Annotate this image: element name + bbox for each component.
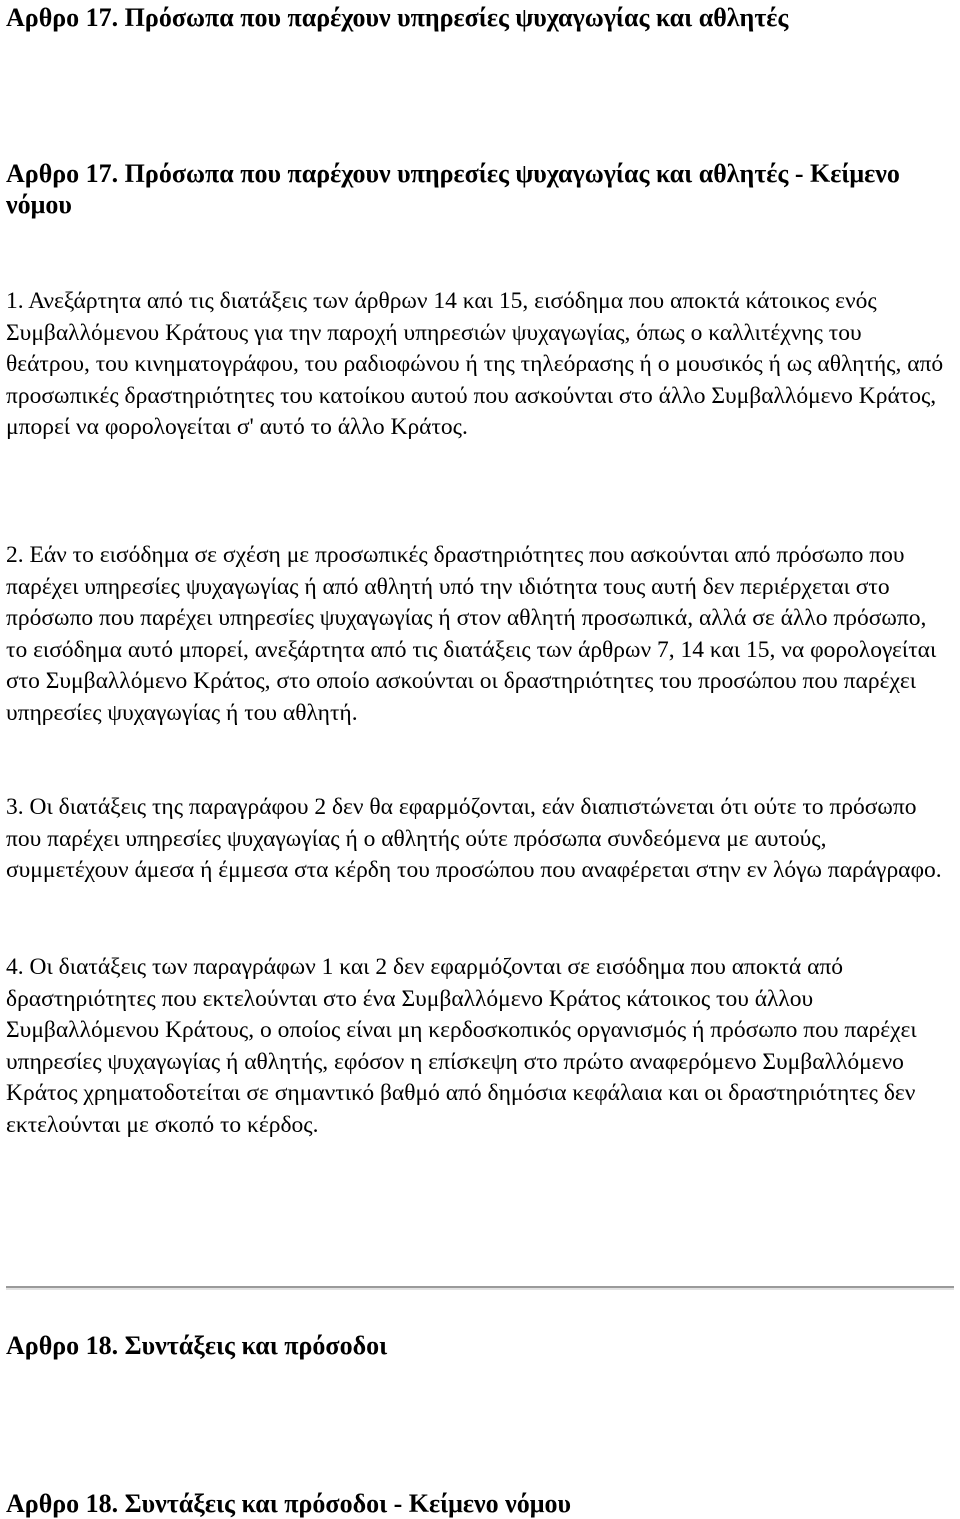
article-17-text-heading: Αρθρο 17. Πρόσωπα που παρέχουν υπηρεσίες ψυχαγωγίας και αθλητές - Κείμενο νόμου: [6, 159, 900, 219]
article-17-paragraph-2: 2. Εάν το εισόδημα σε σχέση με προσωπικές δραστηριότητες που ασκούνται από πρόσωπο που παρέχει υπηρεσίες ψυχαγωγίας ή από αθλητή υπό την ιδιότητα τους αυτή δεν περιέρχεται στο πρόσωπο που παρέχει υπηρεσίες ψυχαγωγίας ή στον αθλητή προσωπικά, αλλά σε άλλο πρόσωπο, το εισόδημα αυτό μπορεί, ανεξάρτητα από τις διατάξεις των άρθρων 7, 14 και 15, να φορολογείται στο Συμβαλλόμενο Κράτος, στο οποίο ασκούνται οι δραστηριότητες του προσώπου που παρέχει υπηρεσίες ψυχαγωγίας ή του αθλητή.: [6, 542, 937, 726]
article-17-paragraph-3: 3. Οι διατάξεις της παραγράφου 2 δεν θα εφαρμόζονται, εάν διαπιστώνεται ότι ούτε το πρόσωπο που παρέχει υπηρεσίες ψυχαγωγίας ή ο αθλητής ούτε πρόσωπα συνδεόμενα με αυτούς, συμμετέχουν άμεσα ή έμμεσα στα κέρδη του προσώπου που αναφέρεται στην εν λόγω παράγραφο.: [6, 794, 942, 883]
article-17-heading: Αρθρο 17. Πρόσωπα που παρέχουν υπηρεσίες ψυχαγωγίας και αθλητές: [6, 3, 789, 32]
article-17-paragraph-1: 1. Ανεξάρτητα από τις διατάξεις των άρθρων 14 και 15, εισόδημα που αποκτά κάτοικος ενός Συμβαλλόμενου Κράτους για την παροχή υπηρεσιών ψυχαγωγίας, όπως ο καλλιτέχνης του θεάτρου, του κινηματογράφου, του ραδιοφώνου ή της τηλεόρασης ή ο μουσικός ή ως αθλητής, από προσωπικές δραστηριότητες του κατοίκου αυτού που ασκούνται στο άλλο Συμβαλλόμενο Κράτος, μπορεί να φορολογείται σ' αυτό το άλλο Κράτος.: [6, 288, 944, 440]
article-17-paragraph-4: 4. Οι διατάξεις των παραγράφων 1 και 2 δεν εφαρμόζονται σε εισόδημα που αποκτά από δραστηριότητες που εκτελούνται στο ένα Συμβαλλόμενο Κράτος κάτοικος του άλλου Συμβαλλόμενου Κράτους, ο οποίος είναι μη κερδοσκοπικός οργανισμός ή πρόσωπο που παρέχει υπηρεσίες ψυχαγωγίας ή αθλητής, εφόσον η επίσκεψη στο πρώτο αναφερόμενο Συμβαλλόμενο Κράτος χρηματοδοτείται σε σημαντικό βαθμό από δημόσια κεφάλαια και οι δραστηριότητες δεν εκτελούνται με σκοπό το κέρδος.: [6, 954, 917, 1138]
section-divider: [6, 1286, 954, 1290]
article-18-text-heading: Αρθρο 18. Συντάξεις και πρόσοδοι - Κείμενο νόμου: [6, 1489, 571, 1518]
article-18-heading: Αρθρο 18. Συντάξεις και πρόσοδοι: [6, 1331, 388, 1360]
